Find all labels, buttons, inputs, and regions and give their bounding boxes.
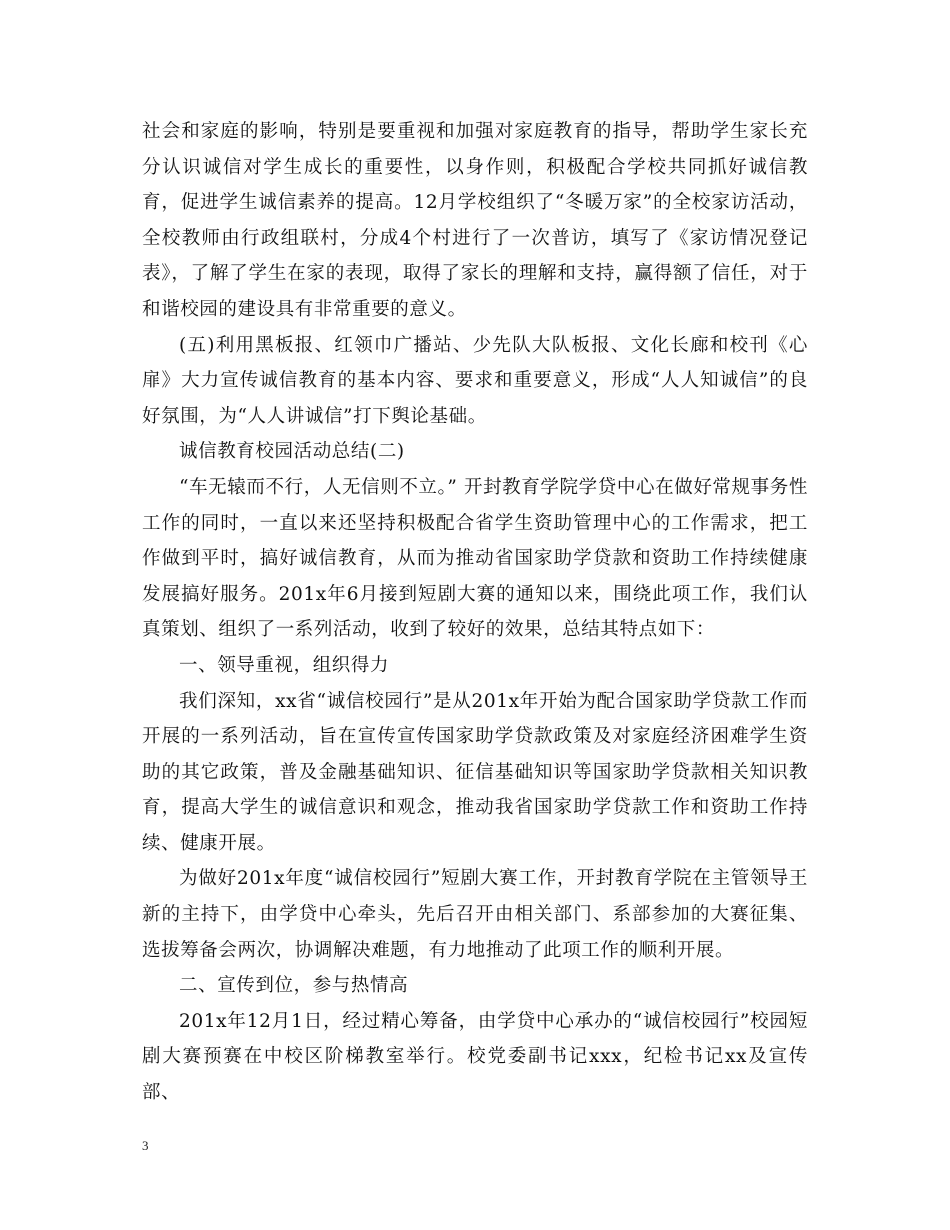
paragraph-point-five-publicity: (五)利用黑板报、红领巾广播站、少先队大队板报、文化长廊和校刊《心扉》大力宣传诚信教育的基本内容、要求和重要意义，形成“人人知诚信”的良好氛围，为“人人讲诚信”打下舆论基础。 bbox=[142, 334, 808, 427]
heading-leadership: 一、领导重视，组织得力 bbox=[179, 654, 390, 676]
paragraph-family-influence: 社会和家庭的影响，特别是要重视和加强对家庭教育的指导，帮助学生家长充分认识诚信对学生成长的重要性，以身作则，积极配合学校共同抓好诚信教育，促进学生诚信素养的提高。12月学校组织了“冬暖万家”的全校家访活动，全校教师由行政组联村，分成4个村进行了一次普访，填写了《家访情况登记表》，了解了学生在家的表现，取得了家长的理解和支持，赢得额了信任，对于和谐校园的建设具有非常重要的意义。 bbox=[142, 121, 808, 320]
paragraph-intro-quote: “车无辕而不行，人无信则不立。” 开封教育学院学贷中心在做好常规事务性工作的同时，一直以来还坚持积极配合省学生资助管理中心的工作需求，把工作做到平时，搞好诚信教育，从而为推动省国家助学贷款和资助工作持续健康发展搞好服务。201x年6月接到短剧大赛的通知以来，围绕此项工作，我们认真策划、组织了一系列活动，收到了较好的效果，总结其特点如下： bbox=[142, 476, 808, 641]
paragraph-preliminary-contest: 201x年12月1日，经过精心筹备，由学贷中心承办的“诚信校园行”校园短剧大赛预赛在中校区阶梯教室举行。校党委副书记xxx，纪检书记xx及宣传部、 bbox=[142, 1010, 808, 1104]
section-title-summary-two: 诚信教育校园活动总结(二) bbox=[179, 441, 405, 463]
document-body bbox=[142, 114, 808, 1111]
heading-publicity: 二、宣传到位，参与热情高 bbox=[179, 975, 409, 997]
paragraph-campus-tour-background: 我们深知，xx省“诚信校园行”是从201x年开始为配合国家助学贷款工作而开展的一系列活动，旨在宣传宣传国家助学贷款政策及对家庭经济困难学生资助的其它政策，普及金融基础知识、征信基础知识等国家助学贷款相关知识教育，提高大学生的诚信意识和观念，推动我省国家助学贷款工作和资助工作持续、健康开展。 bbox=[142, 690, 808, 854]
paragraph-preparation-meetings: 为做好201x年度“诚信校园行”短剧大赛工作，开封教育学院在主管领导王新的主持下，由学贷中心牵头，先后召开由相关部门、系部参加的大赛征集、选拔筹备会两次，协调解决难题，有力地推动了此项工作的顺利开展。 bbox=[142, 868, 808, 961]
page-number: 3 bbox=[142, 1138, 149, 1153]
